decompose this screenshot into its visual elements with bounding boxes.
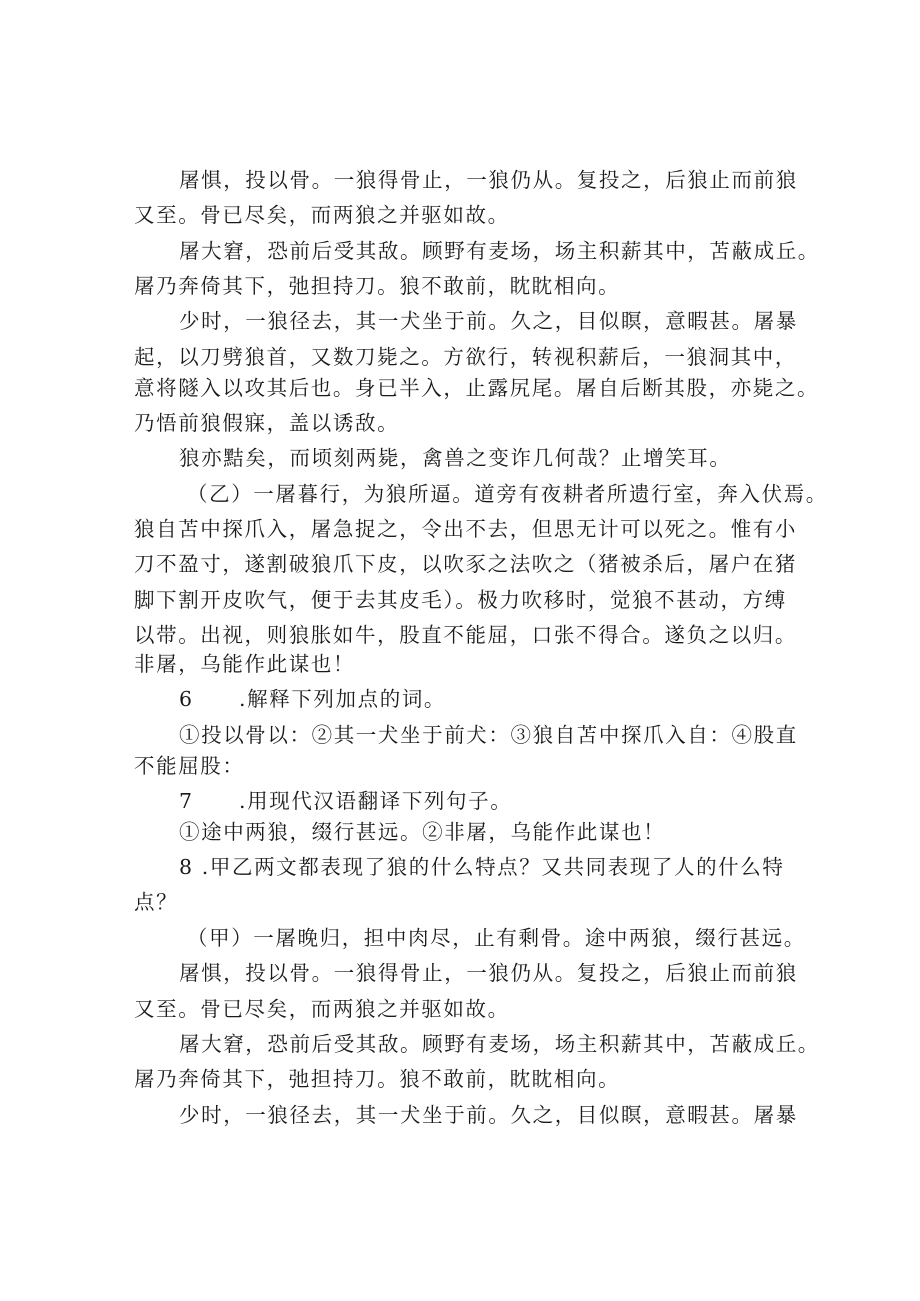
- text-line: 以带。出视，则狼胀如牛，股直不能屈，口张不得合。遂负之以归。: [134, 623, 797, 647]
- text-line: 屠惧，投以骨。一狼得骨止，一狼仍从。复投之，后狼止而前狼: [179, 168, 798, 192]
- question-6: [179, 685, 446, 713]
- text-line: 少时，一狼径去，其一犬坐于前。久之，目似瞑，意暇甚。屠暴: [179, 309, 798, 333]
- text-line: 非屠，乌能作此谋也！: [134, 652, 355, 676]
- text-line: 屠大窘，恐前后受其敌。顾野有麦场，场主积薪其中，苫蔽成丘。: [179, 1032, 820, 1056]
- text-line: 屠乃奔倚其下，弛担持刀。狼不敢前，眈眈相向。: [134, 274, 621, 298]
- text-line: 点？: [134, 890, 179, 914]
- question-number: 7: [179, 789, 194, 813]
- text-line: 起，以刀劈狼首，又数刀毙之。方欲行，转视积薪后，一狼洞其中，: [134, 345, 797, 369]
- text-line: 狼亦黠矣，而顷刻两毙，禽兽之变诈几何哉？止增笑耳。: [179, 446, 732, 470]
- text-line: 屠乃奔倚其下，弛担持刀。狼不敢前，眈眈相向。: [134, 1067, 621, 1091]
- text-line: 脚下割开皮吹气，便于去其皮毛）。极力吹移时，觉狼不甚动，方缚: [134, 588, 787, 612]
- text-line: 意将隧入以攻其后也。身已半入，止露尻尾。屠自后断其股，亦毙之。: [134, 376, 820, 400]
- text-line: ①投以骨以：②其一犬坐于前犬：③狼自苫中探爪入自：④股直: [179, 723, 798, 747]
- question-number: 6: [179, 687, 194, 711]
- question-8: 8 .甲乙两文都表现了狼的什么特点？又共同表现了人的什么特: [179, 855, 785, 879]
- text-line: 屠惧，投以骨。一狼得骨止，一狼仍从。复投之，后狼止而前狼: [179, 961, 798, 985]
- text-line: 又至。骨已尽矣，而两狼之并驱如故。: [134, 203, 510, 227]
- text-line: ①途中两狼，缀行甚远。②非屠，乌能作此谋也！: [179, 820, 666, 844]
- text-line: （乙）一屠暮行，为狼所逼。道旁有夜耕者所遗行室，奔入伏焉。: [187, 482, 828, 506]
- text-line: （甲）一屠晚归，担中肉尽，止有剩骨。途中两狼，缀行甚远。: [187, 926, 806, 950]
- text-line: 又至。骨已尽矣，而两狼之并驱如故。: [134, 997, 510, 1021]
- text-line: 少时，一狼径去，其一犬坐于前。久之，目似瞑，意暇甚。屠暴: [179, 1103, 798, 1127]
- text-line: 屠大窘，恐前后受其敌。顾野有麦场，场主积薪其中，苫蔽成丘。: [179, 239, 820, 263]
- question-7: [179, 787, 512, 815]
- text-line: 刀不盈寸，遂割破狼爪下皮，以吹豕之法吹之（猪被杀后，屠户在猪: [134, 552, 797, 576]
- text-line: 不能屈股：: [134, 754, 245, 778]
- text-line: 乃悟前狼假寐，盖以诱敌。: [134, 411, 400, 435]
- question-text: .解释下列加点的词。: [239, 687, 447, 711]
- text-line: 狼自苫中探爪入，屠急捉之，令出不去，但思无计可以死之。惟有小: [134, 517, 797, 541]
- question-text: .用现代汉语翻译下列句子。: [239, 789, 513, 813]
